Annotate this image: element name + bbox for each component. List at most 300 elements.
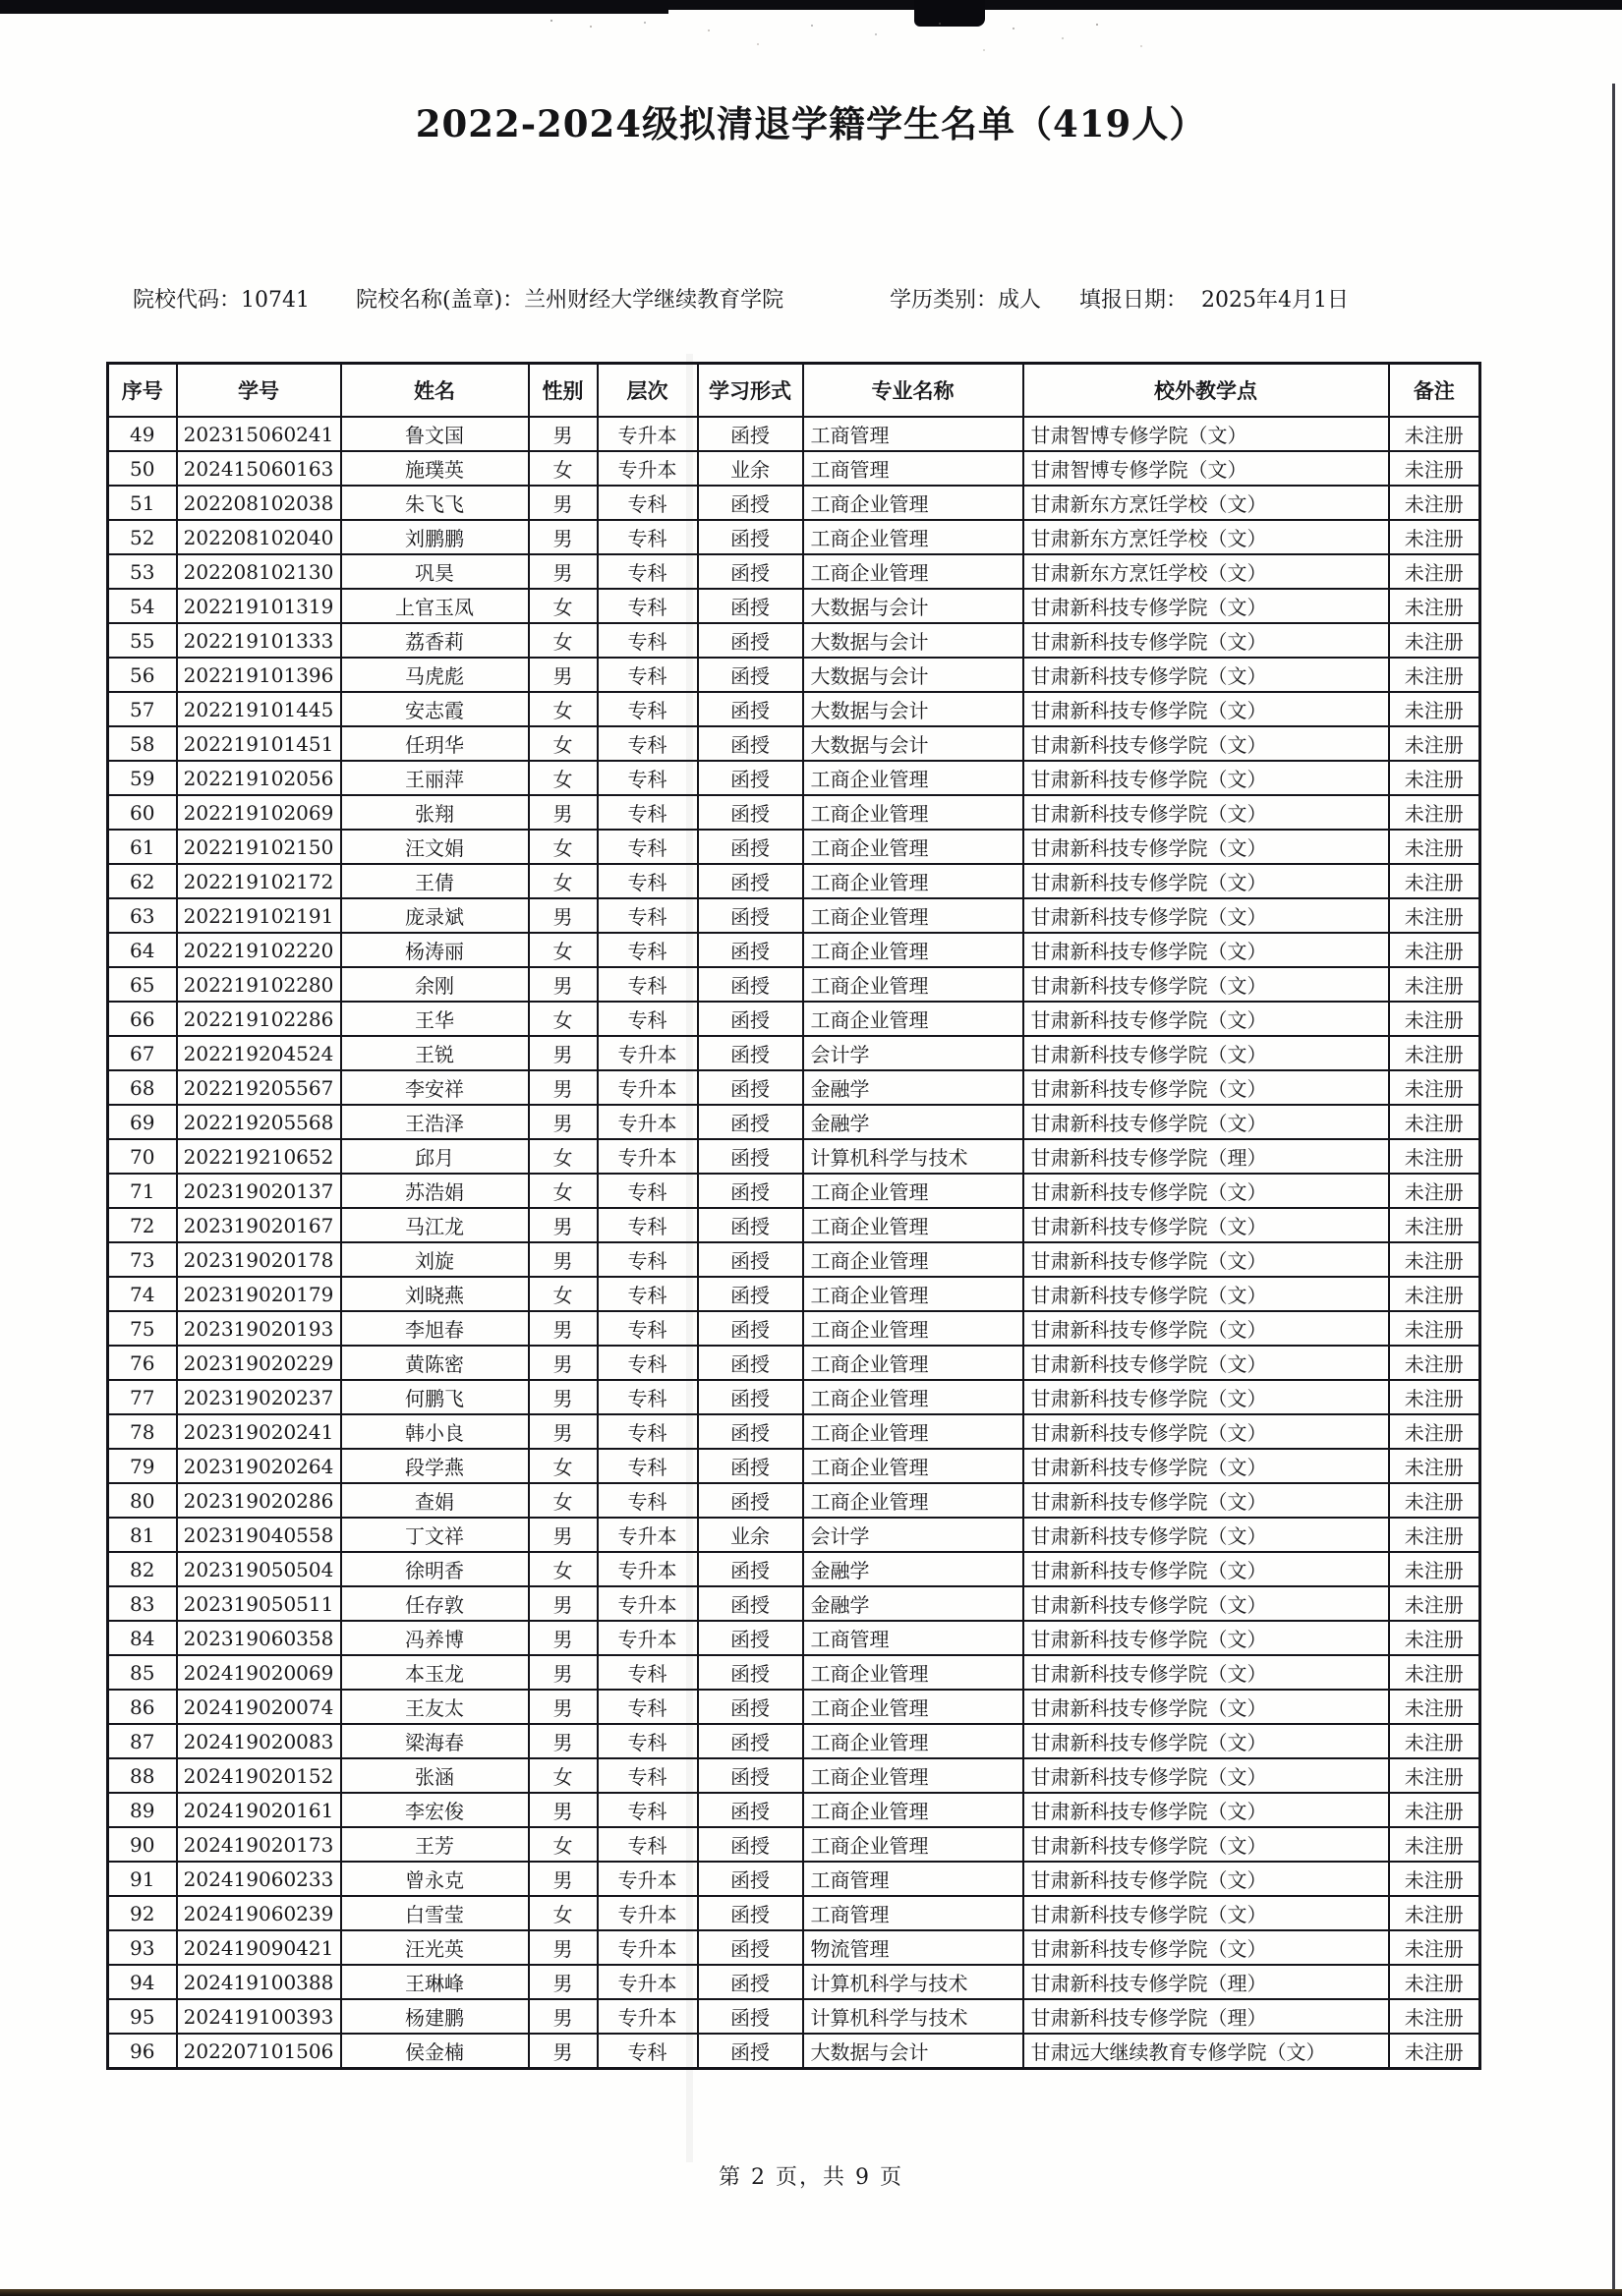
student-roster-table xyxy=(106,362,1481,2070)
table-cell: 男 xyxy=(529,967,598,1002)
table-cell: 未注册 xyxy=(1389,486,1480,520)
table-cell: 王友太 xyxy=(341,1690,529,1724)
table-cell: 未注册 xyxy=(1389,726,1480,761)
table-cell: 朱飞飞 xyxy=(341,486,529,520)
table-cell: 甘肃新科技专修学院（文） xyxy=(1023,1758,1389,1793)
table-cell: 工商管理 xyxy=(803,1862,1023,1896)
table-cell: 未注册 xyxy=(1389,1414,1480,1449)
table-cell: 函授 xyxy=(698,761,803,795)
table-cell: 冯养博 xyxy=(341,1621,529,1655)
table-cell: 202419100393 xyxy=(177,1999,341,2034)
table-cell: 甘肃新东方烹饪学校（文） xyxy=(1023,554,1389,589)
table-cell: 202319020178 xyxy=(177,1242,341,1277)
table-cell: 95 xyxy=(108,1999,177,2034)
table-cell: 未注册 xyxy=(1389,451,1480,486)
table-cell: 未注册 xyxy=(1389,864,1480,898)
table-cell: 男 xyxy=(529,2034,598,2069)
table-cell: 未注册 xyxy=(1389,692,1480,726)
table-cell: 未注册 xyxy=(1389,967,1480,1002)
table-cell: 曾永克 xyxy=(341,1862,529,1896)
table-row xyxy=(108,658,1480,692)
table-cell: 202319050511 xyxy=(177,1586,341,1621)
table-cell: 57 xyxy=(108,692,177,726)
table-cell: 本玉龙 xyxy=(341,1655,529,1690)
table-cell: 王丽萍 xyxy=(341,761,529,795)
table-cell: 专升本 xyxy=(598,1139,698,1174)
table-cell: 甘肃新东方烹饪学校（文） xyxy=(1023,520,1389,554)
table-cell: 未注册 xyxy=(1389,795,1480,830)
table-cell: 函授 xyxy=(698,1586,803,1621)
table-cell: 男 xyxy=(529,1586,598,1621)
table-cell: 甘肃新科技专修学院（文） xyxy=(1023,589,1389,623)
table-row xyxy=(108,520,1480,554)
table-cell: 202219102286 xyxy=(177,1002,341,1036)
table-cell: 王锐 xyxy=(341,1036,529,1070)
table-cell: 甘肃新科技专修学院（文） xyxy=(1023,1002,1389,1036)
table-cell: 女 xyxy=(529,1277,598,1311)
table-cell: 工商企业管理 xyxy=(803,1346,1023,1380)
table-cell: 甘肃新科技专修学院（文） xyxy=(1023,1483,1389,1518)
table-cell: 甘肃新科技专修学院（文） xyxy=(1023,1174,1389,1208)
table-cell: 金融学 xyxy=(803,1552,1023,1586)
table-cell: 函授 xyxy=(698,1552,803,1586)
table-row xyxy=(108,692,1480,726)
table-row xyxy=(108,1483,1480,1518)
table-cell: 会计学 xyxy=(803,1518,1023,1552)
table-cell: 工商企业管理 xyxy=(803,1758,1023,1793)
table-cell: 202219101333 xyxy=(177,623,341,658)
table-cell: 函授 xyxy=(698,1483,803,1518)
table-cell: 202319020193 xyxy=(177,1311,341,1346)
table-cell: 男 xyxy=(529,554,598,589)
table-cell: 男 xyxy=(529,1655,598,1690)
table-cell: 专科 xyxy=(598,623,698,658)
table-cell: 专科 xyxy=(598,2034,698,2069)
table-cell: 未注册 xyxy=(1389,1036,1480,1070)
table-cell: 函授 xyxy=(698,898,803,933)
table-cell: 大数据与会计 xyxy=(803,658,1023,692)
table-cell: 88 xyxy=(108,1758,177,1793)
table-cell: 李安祥 xyxy=(341,1070,529,1105)
table-cell: 工商企业管理 xyxy=(803,554,1023,589)
table-cell: 女 xyxy=(529,761,598,795)
table-row xyxy=(108,589,1480,623)
table-cell: 丁文祥 xyxy=(341,1518,529,1552)
table-cell: 男 xyxy=(529,520,598,554)
table-cell: 未注册 xyxy=(1389,1346,1480,1380)
school-code-label: 院校代码： xyxy=(133,288,242,313)
table-row xyxy=(108,2034,1480,2069)
table-cell: 男 xyxy=(529,795,598,830)
table-cell: 76 xyxy=(108,1346,177,1380)
column-header: 校外教学点 xyxy=(1023,364,1389,418)
table-row xyxy=(108,1793,1480,1827)
table-cell: 函授 xyxy=(698,589,803,623)
table-cell: 工商企业管理 xyxy=(803,864,1023,898)
table-cell: 工商企业管理 xyxy=(803,933,1023,967)
table-cell: 甘肃新科技专修学院（文） xyxy=(1023,1449,1389,1483)
table-cell: 202319020137 xyxy=(177,1174,341,1208)
table-cell: 张涵 xyxy=(341,1758,529,1793)
table-cell: 202219102056 xyxy=(177,761,341,795)
table-cell: 未注册 xyxy=(1389,1586,1480,1621)
table-cell: 专科 xyxy=(598,1690,698,1724)
table-cell: 未注册 xyxy=(1389,589,1480,623)
table-cell: 函授 xyxy=(698,2034,803,2069)
table-cell: 甘肃新科技专修学院（文） xyxy=(1023,898,1389,933)
table-row xyxy=(108,1449,1480,1483)
table-cell: 65 xyxy=(108,967,177,1002)
table-cell: 男 xyxy=(529,417,598,451)
table-cell: 工商企业管理 xyxy=(803,1827,1023,1862)
table-cell: 男 xyxy=(529,1724,598,1758)
report-date xyxy=(1079,283,1349,314)
table-row xyxy=(108,1105,1480,1139)
table-cell: 74 xyxy=(108,1277,177,1311)
table-cell: 大数据与会计 xyxy=(803,2034,1023,2069)
table-cell: 男 xyxy=(529,1793,598,1827)
table-cell: 未注册 xyxy=(1389,623,1480,658)
table-cell: 白雪莹 xyxy=(341,1896,529,1930)
table-cell: 男 xyxy=(529,1930,598,1965)
table-cell: 专升本 xyxy=(598,1518,698,1552)
table-cell: 甘肃新科技专修学院（文） xyxy=(1023,1208,1389,1242)
table-cell: 业余 xyxy=(698,451,803,486)
table-cell: 甘肃新科技专修学院（文） xyxy=(1023,1414,1389,1449)
table-cell: 未注册 xyxy=(1389,1449,1480,1483)
table-cell: 202219102280 xyxy=(177,967,341,1002)
table-cell: 66 xyxy=(108,1002,177,1036)
table-cell: 工商企业管理 xyxy=(803,1655,1023,1690)
table-cell: 函授 xyxy=(698,1449,803,1483)
table-cell: 202219210652 xyxy=(177,1139,341,1174)
table-row xyxy=(108,1346,1480,1380)
table-cell: 马江龙 xyxy=(341,1208,529,1242)
table-cell: 函授 xyxy=(698,1105,803,1139)
column-header: 序号 xyxy=(108,364,177,418)
table-cell: 未注册 xyxy=(1389,2034,1480,2069)
table-cell: 202315060241 xyxy=(177,417,341,451)
table-cell: 专升本 xyxy=(598,1586,698,1621)
table-cell: 刘旋 xyxy=(341,1242,529,1277)
table-cell: 函授 xyxy=(698,1862,803,1896)
table-cell: 函授 xyxy=(698,1999,803,2034)
table-cell: 张翔 xyxy=(341,795,529,830)
column-header: 备注 xyxy=(1389,364,1480,418)
table-cell: 专科 xyxy=(598,1758,698,1793)
table-cell: 202419060233 xyxy=(177,1862,341,1896)
table-cell: 未注册 xyxy=(1389,1518,1480,1552)
table-cell: 女 xyxy=(529,589,598,623)
table-cell: 甘肃新科技专修学院（文） xyxy=(1023,795,1389,830)
table-cell: 59 xyxy=(108,761,177,795)
table-cell: 女 xyxy=(529,933,598,967)
table-cell: 上官玉凤 xyxy=(341,589,529,623)
table-cell: 汪光英 xyxy=(341,1930,529,1965)
table-cell: 202419090421 xyxy=(177,1930,341,1965)
table-cell: 93 xyxy=(108,1930,177,1965)
table-cell: 函授 xyxy=(698,1311,803,1346)
table-cell: 函授 xyxy=(698,1380,803,1414)
table-cell: 男 xyxy=(529,1242,598,1277)
table-cell: 女 xyxy=(529,1174,598,1208)
table-cell: 202319020237 xyxy=(177,1380,341,1414)
table-cell: 69 xyxy=(108,1105,177,1139)
table-cell: 工商企业管理 xyxy=(803,1242,1023,1277)
table-cell: 202319020229 xyxy=(177,1346,341,1380)
table-row xyxy=(108,1999,1480,2034)
table-cell: 男 xyxy=(529,1414,598,1449)
table-cell: 鲁文国 xyxy=(341,417,529,451)
table-cell: 未注册 xyxy=(1389,520,1480,554)
table-cell: 202419100388 xyxy=(177,1965,341,1999)
table-cell: 未注册 xyxy=(1389,1277,1480,1311)
table-row xyxy=(108,830,1480,864)
table-cell: 甘肃新科技专修学院（文） xyxy=(1023,1793,1389,1827)
table-cell: 男 xyxy=(529,1311,598,1346)
table-cell: 工商企业管理 xyxy=(803,1380,1023,1414)
table-row xyxy=(108,795,1480,830)
table-cell: 55 xyxy=(108,623,177,658)
table-cell: 202219101451 xyxy=(177,726,341,761)
table-cell: 94 xyxy=(108,1965,177,1999)
table-cell: 202415060163 xyxy=(177,451,341,486)
table-cell: 甘肃新科技专修学院（文） xyxy=(1023,1827,1389,1862)
table-cell: 邱月 xyxy=(341,1139,529,1174)
table-header-row xyxy=(108,364,1480,418)
table-cell: 甘肃新科技专修学院（文） xyxy=(1023,623,1389,658)
table-cell: 函授 xyxy=(698,486,803,520)
table-cell: 函授 xyxy=(698,1896,803,1930)
table-cell: 函授 xyxy=(698,1208,803,1242)
table-cell: 函授 xyxy=(698,1621,803,1655)
table-cell: 未注册 xyxy=(1389,1208,1480,1242)
table-cell: 专科 xyxy=(598,967,698,1002)
table-cell: 工商企业管理 xyxy=(803,1174,1023,1208)
table-cell: 202419020161 xyxy=(177,1793,341,1827)
table-cell: 专科 xyxy=(598,933,698,967)
table-cell: 工商企业管理 xyxy=(803,1414,1023,1449)
table-cell: 73 xyxy=(108,1242,177,1277)
table-cell: 专科 xyxy=(598,1724,698,1758)
table-cell: 202419020152 xyxy=(177,1758,341,1793)
table-cell: 未注册 xyxy=(1389,1105,1480,1139)
table-cell: 甘肃新科技专修学院（文） xyxy=(1023,1277,1389,1311)
table-cell: 202208102040 xyxy=(177,520,341,554)
table-cell: 60 xyxy=(108,795,177,830)
table-cell: 专科 xyxy=(598,520,698,554)
table-cell: 函授 xyxy=(698,520,803,554)
table-row xyxy=(108,1965,1480,1999)
scan-bottom-border xyxy=(0,2289,1622,2296)
table-cell: 专科 xyxy=(598,1380,698,1414)
table-cell: 专升本 xyxy=(598,451,698,486)
table-cell: 工商管理 xyxy=(803,451,1023,486)
table-cell: 工商企业管理 xyxy=(803,898,1023,933)
table-cell: 大数据与会计 xyxy=(803,589,1023,623)
table-cell: 71 xyxy=(108,1174,177,1208)
table-cell: 专升本 xyxy=(598,1036,698,1070)
table-cell: 男 xyxy=(529,1965,598,1999)
table-cell: 51 xyxy=(108,486,177,520)
table-cell: 函授 xyxy=(698,864,803,898)
table-cell: 荔香莉 xyxy=(341,623,529,658)
table-cell: 李宏俊 xyxy=(341,1793,529,1827)
table-cell: 未注册 xyxy=(1389,1242,1480,1277)
table-cell: 甘肃新科技专修学院（文） xyxy=(1023,1518,1389,1552)
table-cell: 202319050504 xyxy=(177,1552,341,1586)
table-cell: 甘肃新科技专修学院（文） xyxy=(1023,933,1389,967)
table-cell: 63 xyxy=(108,898,177,933)
table-cell: 甘肃新科技专修学院（文） xyxy=(1023,1724,1389,1758)
table-row xyxy=(108,1380,1480,1414)
table-cell: 61 xyxy=(108,830,177,864)
table-cell: 80 xyxy=(108,1483,177,1518)
table-cell: 202219102150 xyxy=(177,830,341,864)
table-cell: 202419060239 xyxy=(177,1896,341,1930)
table-cell: 未注册 xyxy=(1389,417,1480,451)
table-cell: 甘肃新东方烹饪学校（文） xyxy=(1023,486,1389,520)
table-cell: 未注册 xyxy=(1389,1896,1480,1930)
table-cell: 工商企业管理 xyxy=(803,1690,1023,1724)
table-cell: 女 xyxy=(529,1896,598,1930)
school-name-label: 院校名称(盖章)： xyxy=(356,288,525,313)
table-cell: 202319040558 xyxy=(177,1518,341,1552)
table-cell: 函授 xyxy=(698,623,803,658)
table-cell: 未注册 xyxy=(1389,554,1480,589)
education-category-value: 成人 xyxy=(998,288,1042,313)
table-cell: 49 xyxy=(108,417,177,451)
table-cell: 杨涛丽 xyxy=(341,933,529,967)
table-cell: 函授 xyxy=(698,1965,803,1999)
table-cell: 马虎彪 xyxy=(341,658,529,692)
column-header: 层次 xyxy=(598,364,698,418)
table-cell: 70 xyxy=(108,1139,177,1174)
table-cell: 梁海春 xyxy=(341,1724,529,1758)
table-cell: 函授 xyxy=(698,1139,803,1174)
school-code-value: 10741 xyxy=(241,288,311,313)
table-cell: 52 xyxy=(108,520,177,554)
table-row xyxy=(108,1208,1480,1242)
table-cell: 安志霞 xyxy=(341,692,529,726)
table-cell: 甘肃新科技专修学院（文） xyxy=(1023,1311,1389,1346)
table-cell: 女 xyxy=(529,726,598,761)
table-cell: 男 xyxy=(529,898,598,933)
table-cell: 202219102220 xyxy=(177,933,341,967)
table-row xyxy=(108,1070,1480,1105)
school-code xyxy=(133,283,310,314)
table-cell: 女 xyxy=(529,692,598,726)
table-cell: 202419020069 xyxy=(177,1655,341,1690)
table-cell: 未注册 xyxy=(1389,1862,1480,1896)
table-cell: 未注册 xyxy=(1389,1621,1480,1655)
table-cell: 查娟 xyxy=(341,1483,529,1518)
table-row xyxy=(108,1827,1480,1862)
table-cell: 202319020179 xyxy=(177,1277,341,1311)
table-cell: 未注册 xyxy=(1389,761,1480,795)
table-cell: 男 xyxy=(529,1105,598,1139)
table-cell: 何鹏飞 xyxy=(341,1380,529,1414)
table-cell: 大数据与会计 xyxy=(803,623,1023,658)
table-cell: 金融学 xyxy=(803,1105,1023,1139)
table-cell: 函授 xyxy=(698,554,803,589)
scan-ink-blob xyxy=(914,0,985,27)
table-cell: 函授 xyxy=(698,967,803,1002)
table-row xyxy=(108,1174,1480,1208)
table-row xyxy=(108,1518,1480,1552)
column-header: 性别 xyxy=(529,364,598,418)
table-cell: 甘肃新科技专修学院（文） xyxy=(1023,692,1389,726)
table-cell: 未注册 xyxy=(1389,1827,1480,1862)
table-row xyxy=(108,1724,1480,1758)
table-cell: 202319020167 xyxy=(177,1208,341,1242)
table-cell: 专升本 xyxy=(598,1621,698,1655)
table-cell: 刘鹏鹏 xyxy=(341,520,529,554)
table-cell: 专科 xyxy=(598,692,698,726)
table-cell: 202207101506 xyxy=(177,2034,341,2069)
table-cell: 专升本 xyxy=(598,1999,698,2034)
table-cell: 工商企业管理 xyxy=(803,1277,1023,1311)
table-cell: 202208102038 xyxy=(177,486,341,520)
table-cell: 男 xyxy=(529,486,598,520)
table-cell: 甘肃新科技专修学院（文） xyxy=(1023,1552,1389,1586)
table-cell: 未注册 xyxy=(1389,1483,1480,1518)
table-cell: 67 xyxy=(108,1036,177,1070)
table-cell: 甘肃新科技专修学院（文） xyxy=(1023,1862,1389,1896)
table-cell: 专升本 xyxy=(598,1896,698,1930)
table-cell: 函授 xyxy=(698,1655,803,1690)
report-date-value: 2025年4月1日 xyxy=(1201,288,1349,313)
table-cell: 84 xyxy=(108,1621,177,1655)
table-cell: 未注册 xyxy=(1389,1793,1480,1827)
table-cell: 甘肃新科技专修学院（文） xyxy=(1023,830,1389,864)
table-cell: 甘肃新科技专修学院（文） xyxy=(1023,1586,1389,1621)
table-cell: 刘晓燕 xyxy=(341,1277,529,1311)
table-row xyxy=(108,1002,1480,1036)
table-cell: 202319020286 xyxy=(177,1483,341,1518)
table-cell: 女 xyxy=(529,1002,598,1036)
table-cell: 甘肃新科技专修学院（理） xyxy=(1023,1999,1389,2034)
table-cell: 56 xyxy=(108,658,177,692)
table-cell: 大数据与会计 xyxy=(803,726,1023,761)
table-cell: 函授 xyxy=(698,795,803,830)
table-cell: 专科 xyxy=(598,830,698,864)
table-cell: 甘肃新科技专修学院（文） xyxy=(1023,1380,1389,1414)
table-cell: 函授 xyxy=(698,417,803,451)
table-cell: 甘肃新科技专修学院（文） xyxy=(1023,1690,1389,1724)
table-cell: 96 xyxy=(108,2034,177,2069)
table-cell: 81 xyxy=(108,1518,177,1552)
table-cell: 90 xyxy=(108,1827,177,1862)
table-cell: 甘肃新科技专修学院（文） xyxy=(1023,1896,1389,1930)
table-cell: 王浩泽 xyxy=(341,1105,529,1139)
table-cell: 202219204524 xyxy=(177,1036,341,1070)
table-cell: 未注册 xyxy=(1389,1311,1480,1346)
table-cell: 专科 xyxy=(598,898,698,933)
table-row xyxy=(108,1414,1480,1449)
table-cell: 任存敦 xyxy=(341,1586,529,1621)
table-cell: 李旭春 xyxy=(341,1311,529,1346)
table-cell: 专升本 xyxy=(598,1965,698,1999)
table-row xyxy=(108,761,1480,795)
table-cell: 计算机科学与技术 xyxy=(803,1139,1023,1174)
table-cell: 杨建鹏 xyxy=(341,1999,529,2034)
table-row xyxy=(108,1621,1480,1655)
table-row xyxy=(108,417,1480,451)
education-category xyxy=(890,283,1041,314)
table-cell: 男 xyxy=(529,1862,598,1896)
table-row xyxy=(108,1586,1480,1621)
